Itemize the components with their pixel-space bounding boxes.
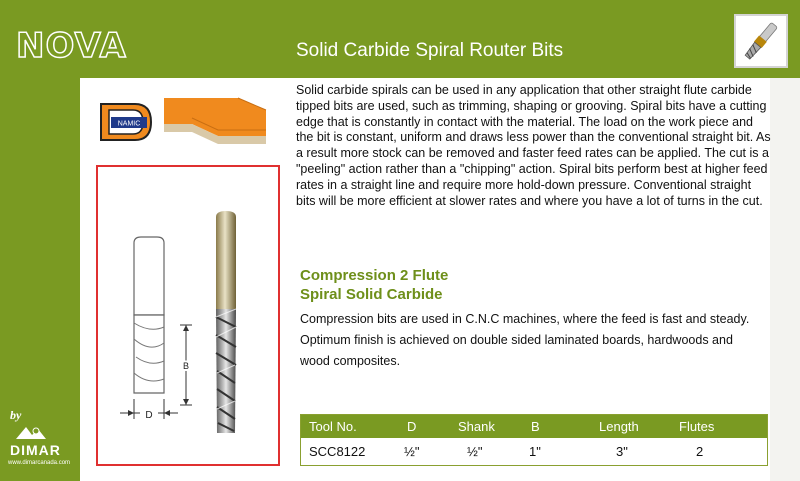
column-header-d: D <box>407 419 417 434</box>
column-header-shank: Shank <box>458 419 495 434</box>
column-header-flutes: Flutes <box>679 419 715 434</box>
namic-label: NAMIC <box>117 120 141 128</box>
namic-badge <box>95 98 157 153</box>
by-label: by <box>10 408 22 422</box>
product-title-line2: Spiral Solid Carbide <box>300 286 443 303</box>
cell-d: ½" <box>404 444 420 459</box>
cell-b: 1" <box>529 444 541 459</box>
intro-paragraph: Solid carbide spirals can be used in any application that other straight flute carbide tipped bits are used, such as trimming, shaping or grooving. Spiral bits have a cutting edge that is constantly in contact with the material. The load on the work piece and the bit is constant, uniform and draws less power than the conventional straight bit. As a result more stock can be removed and faster feed rates can be applied. The cut is a "peeling" action rather than a "chipping" action. Spiral bits perform best at higher feed rates in a straight line and require more hold-down pressure. Conventional straight bits will be more efficient at slower rates and where you have a lot of turns in the cut. <box>296 83 771 208</box>
board-profile-image <box>158 90 278 155</box>
product-image-frame <box>96 165 280 466</box>
spec-table <box>300 414 768 466</box>
diagram-label-d: D <box>145 410 153 421</box>
cell-tool-no: SCC8122 <box>309 444 366 459</box>
cell-flutes: 2 <box>696 444 704 459</box>
column-header-length: Length <box>599 419 639 434</box>
page-title: Solid Carbide Spiral Router Bits <box>296 40 564 61</box>
dimar-logo: DIMAR <box>10 442 61 458</box>
cell-shank: ½" <box>467 444 483 459</box>
nova-logo: NOVA <box>16 26 127 66</box>
diagram-label-b: B <box>182 361 190 371</box>
right-margin-strip <box>770 78 800 481</box>
column-header-b: B <box>531 419 540 434</box>
product-title-line1: Compression 2 Flute <box>300 267 449 284</box>
router-bit-diagram <box>120 237 192 421</box>
header-bar <box>0 0 800 78</box>
product-title <box>300 266 448 304</box>
product-description: Compression bits are used in C.N.C machines, where the feed is fast and steady. Optimum finish is achieved on double sided laminated boards, hardwoods and wood composites. <box>300 312 750 368</box>
spec-table-header <box>301 415 767 438</box>
dimar-url: www.dimarcanada.com <box>8 460 71 466</box>
column-header-tool-no: Tool No. <box>309 419 357 434</box>
cell-length: 3" <box>616 444 628 459</box>
router-bit-photo <box>216 211 236 433</box>
router-bit-thumbnail-icon <box>734 14 788 68</box>
